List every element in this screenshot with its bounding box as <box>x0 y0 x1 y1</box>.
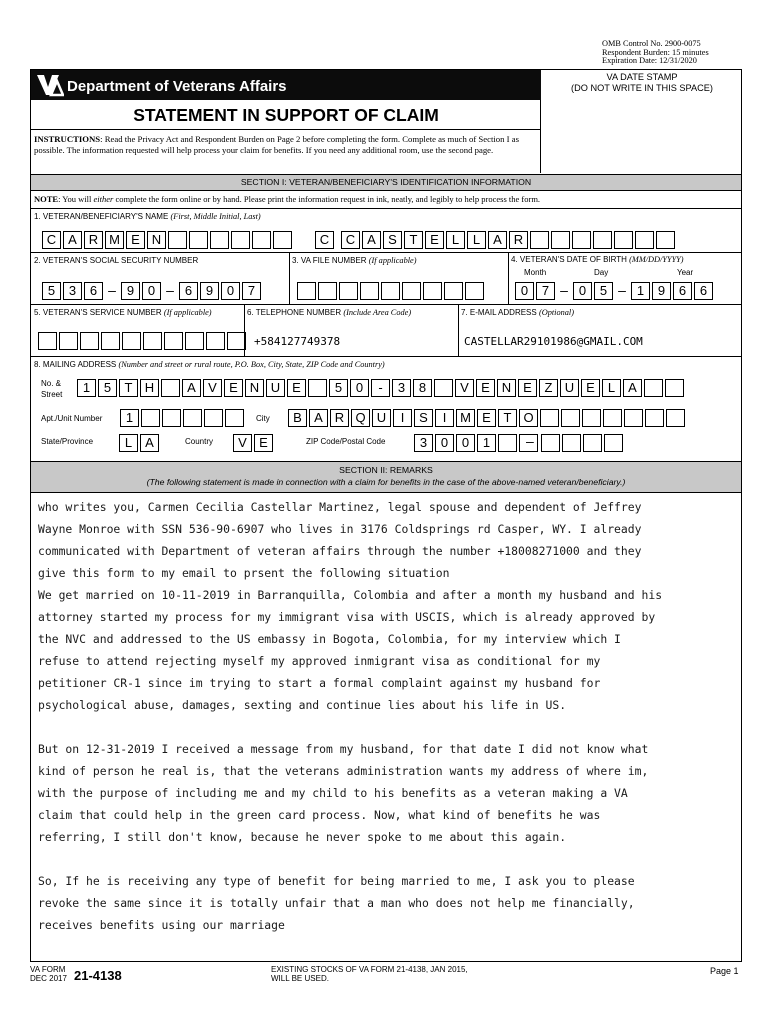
dob-label: 4. VETERAN'S DATE OF BIRTH (MM/DD/YYYY) <box>511 255 684 264</box>
zip-dash: – <box>526 433 534 449</box>
remarks-line: with the purpose of including me and my child to his benefits as a veteran making a VA <box>38 786 628 800</box>
section-1-note: NOTE: You will either complete the form online or by hand. Please print the information request in ink, neatly, and legibly to help process the form. <box>34 194 541 204</box>
char-box[interactable]: I <box>393 409 412 427</box>
char-box[interactable] <box>360 282 379 300</box>
char-box[interactable] <box>183 409 202 427</box>
char-box[interactable]: T <box>119 379 138 397</box>
remarks-line: So, If he is receiving any type of benefit for being married to me, I ask you to please <box>38 874 635 888</box>
char-box[interactable] <box>498 434 517 452</box>
char-box[interactable] <box>656 231 675 249</box>
char-box[interactable]: E <box>126 231 145 249</box>
char-box[interactable] <box>231 231 250 249</box>
footer-form-id <box>30 965 67 983</box>
country-field[interactable] <box>233 434 275 452</box>
char-box[interactable]: A <box>488 231 507 249</box>
remarks-line: psychological abuse, damages, sexting and continue lies about his life in US. <box>38 698 567 712</box>
instructions <box>34 134 536 155</box>
char-box[interactable] <box>614 231 633 249</box>
char-box[interactable]: 3 <box>392 379 411 397</box>
char-box[interactable]: U <box>266 379 285 397</box>
remarks-line: Wayne Monroe with SSN 536-90-6907 who lives in 3176 Coldsprings rd Casper, WY. I already <box>38 522 642 536</box>
char-box[interactable]: E <box>287 379 306 397</box>
char-box[interactable]: A <box>362 231 381 249</box>
char-box[interactable]: C <box>42 231 61 249</box>
char-box[interactable]: 0 <box>515 282 534 300</box>
char-box[interactable]: L <box>119 434 138 452</box>
state-field[interactable] <box>119 434 161 452</box>
city-label: City <box>256 414 270 423</box>
divider <box>31 304 741 305</box>
dob-year-label: Year <box>677 268 694 277</box>
apt-unit-field[interactable] <box>120 409 246 427</box>
zip-extension-field[interactable] <box>541 434 625 452</box>
char-box[interactable]: C <box>315 231 334 249</box>
char-box[interactable]: 5 <box>594 282 613 300</box>
char-box[interactable] <box>562 434 581 452</box>
remarks-line: claim that could help in the green card process. Now, what kind of benefits he was <box>38 808 601 822</box>
char-box[interactable]: E <box>425 231 444 249</box>
remarks-line: petitioner CR-1 since im trying to start a formal complaint against my husband for <box>38 676 601 690</box>
char-box[interactable]: 5 <box>98 379 117 397</box>
service-number-label: 5. VETERAN'S SERVICE NUMBER (If applicable) <box>34 308 212 317</box>
char-box[interactable]: 0 <box>573 282 592 300</box>
remarks-line: who writes you, Carmen Cecilia Castellar Martinez, legal spouse and dependent of Jeffrey <box>38 500 642 514</box>
char-box[interactable]: I <box>435 409 454 427</box>
remarks-line: communicated with Department of veteran affairs through the number +18008271000 and they <box>38 544 642 558</box>
remarks-text[interactable] <box>38 496 738 936</box>
char-box[interactable] <box>402 282 421 300</box>
section-1-header: SECTION I: VETERAN/BENEFICIARY'S IDENTIFICATION INFORMATION <box>31 174 741 191</box>
char-box[interactable]: V <box>455 379 474 397</box>
char-box[interactable]: R <box>509 231 528 249</box>
char-box[interactable]: 8 <box>413 379 432 397</box>
char-box[interactable]: L <box>467 231 486 249</box>
char-box[interactable]: 5 <box>42 282 61 300</box>
department-name: Department of Veterans Affairs <box>67 78 287 95</box>
char-box[interactable] <box>444 282 463 300</box>
divider <box>458 304 459 356</box>
char-box[interactable]: 1 <box>77 379 96 397</box>
char-box[interactable]: H <box>140 379 159 397</box>
divider <box>31 356 741 357</box>
char-box[interactable] <box>465 282 484 300</box>
expiration-date: Expiration Date: 12/31/2020 <box>602 56 697 66</box>
char-box[interactable]: S <box>383 231 402 249</box>
remarks-line <box>38 848 738 870</box>
char-box[interactable]: V <box>233 434 252 452</box>
divider <box>31 252 741 253</box>
footer-va-form: VA FORM <box>30 965 66 974</box>
char-box[interactable] <box>603 409 622 427</box>
name-label: 1. VETERAN/BENEFICIARY'S NAME (First, Middle Initial, Last) <box>34 212 261 221</box>
separator-dash: – <box>166 282 174 298</box>
remarks-line: receives benefits using our marriage <box>38 918 285 932</box>
char-box[interactable]: 1 <box>477 434 496 452</box>
section-2-header <box>31 461 741 493</box>
first-name-field[interactable] <box>42 231 294 249</box>
char-box[interactable]: U <box>372 409 391 427</box>
footer-stock-note: EXISTING STOCKS OF VA FORM 21-4138, JAN 2015, WILL BE USED. <box>271 965 468 983</box>
char-box[interactable] <box>434 379 453 397</box>
remarks-line: the NVC and addressed to the US embassy in Bogota, Colombia, for my interview which I <box>38 632 621 646</box>
char-box[interactable]: - <box>371 379 390 397</box>
divider <box>289 252 290 304</box>
char-box[interactable]: E <box>224 379 243 397</box>
char-box[interactable]: E <box>477 409 496 427</box>
phone-label: 6. TELEPHONE NUMBER (Include Area Code) <box>247 308 412 317</box>
street-label: No. & Street <box>41 379 63 399</box>
char-box[interactable]: O <box>519 409 538 427</box>
mailing-address-label: 8. MAILING ADDRESS (Number and street or rural route, P.O. Box, City, State, ZIP Code and Country) <box>34 360 385 369</box>
char-box[interactable]: A <box>182 379 201 397</box>
char-box[interactable] <box>297 282 316 300</box>
char-box[interactable]: A <box>309 409 328 427</box>
city-field[interactable] <box>288 409 687 427</box>
stamp-title: VA DATE STAMP <box>606 72 678 82</box>
separator-dash: – <box>108 282 116 298</box>
remarks-line <box>38 716 738 738</box>
char-box[interactable] <box>624 409 643 427</box>
char-box[interactable] <box>423 282 442 300</box>
char-box[interactable] <box>225 409 244 427</box>
char-box[interactable] <box>381 282 400 300</box>
char-box[interactable]: 1 <box>631 282 650 300</box>
char-box[interactable] <box>189 231 208 249</box>
ssn-label: 2. VETERAN'S SOCIAL SECURITY NUMBER <box>34 256 199 265</box>
char-box[interactable] <box>308 379 327 397</box>
divider <box>31 208 741 209</box>
char-box[interactable] <box>604 434 623 452</box>
char-box[interactable]: E <box>476 379 495 397</box>
char-box[interactable]: N <box>497 379 516 397</box>
char-box[interactable] <box>122 332 141 350</box>
divider <box>508 252 509 304</box>
char-box[interactable]: 6 <box>673 282 692 300</box>
char-box[interactable]: R <box>330 409 349 427</box>
char-box[interactable]: V <box>203 379 222 397</box>
char-box[interactable]: A <box>623 379 642 397</box>
char-box[interactable]: 6 <box>694 282 713 300</box>
char-box[interactable]: 3 <box>63 282 82 300</box>
char-box[interactable]: 0 <box>456 434 475 452</box>
remarks-line: kind of person he real is, that the veterans administration wants my address of where im, <box>38 764 649 778</box>
remarks-line: We get married on 10-11-2019 in Barranquilla, Colombia and after a month my husband and his <box>38 588 663 602</box>
char-box[interactable] <box>204 409 223 427</box>
remarks-line: revoke the same since it is totally unfair that a man who does not help me financially, <box>38 896 635 910</box>
char-box[interactable] <box>206 332 225 350</box>
char-box[interactable] <box>635 231 654 249</box>
instructions-lead: INSTRUCTIONS <box>34 134 101 144</box>
footer-form-number: 21-4138 <box>74 968 122 983</box>
char-box[interactable]: B <box>288 409 307 427</box>
va-seal-icon <box>36 72 64 98</box>
remarks-line: attorney started my process for my immigrant visa with USCIS, which is already approved by <box>38 610 656 624</box>
char-box[interactable]: Q <box>351 409 370 427</box>
char-box[interactable]: E <box>254 434 273 452</box>
char-box[interactable] <box>227 332 246 350</box>
dob-month-label: Month <box>524 268 547 277</box>
char-box[interactable]: 9 <box>200 282 219 300</box>
char-box[interactable] <box>210 231 229 249</box>
zip-label: ZIP Code/Postal Code <box>306 437 386 446</box>
char-box[interactable] <box>665 379 684 397</box>
char-box[interactable]: R <box>84 231 103 249</box>
char-box[interactable]: 0 <box>350 379 369 397</box>
char-box[interactable] <box>168 231 187 249</box>
char-box[interactable] <box>572 231 591 249</box>
char-box[interactable] <box>666 409 685 427</box>
char-box[interactable]: E <box>581 379 600 397</box>
char-box[interactable] <box>582 409 601 427</box>
street-address-field[interactable] <box>77 379 686 397</box>
char-box[interactable]: L <box>602 379 621 397</box>
email-label: 7. E-MAIL ADDRESS (Optional) <box>461 308 574 317</box>
remarks-line: give this form to my email to prsent the following situation <box>38 566 450 580</box>
footer-date: DEC 2017 <box>30 974 67 983</box>
remarks-line: refuse to attend rejecting myself my approved inmigrant visa as conditional for my <box>38 654 601 668</box>
date-of-birth-field[interactable] <box>515 282 715 300</box>
separator-dash: – <box>618 282 626 298</box>
char-box[interactable] <box>162 409 181 427</box>
char-box[interactable]: 1 <box>120 409 139 427</box>
section-2-subtitle: (The following statement is made in connection with a claim for benefits in the case of the above-named veteran/beneficiary.) <box>146 477 626 487</box>
char-box[interactable] <box>185 332 204 350</box>
last-name-field[interactable] <box>341 231 677 249</box>
phone-field[interactable]: +584127749378 <box>254 335 341 348</box>
char-box[interactable]: A <box>63 231 82 249</box>
service-number-field[interactable] <box>38 332 248 350</box>
country-label: Country <box>185 437 214 446</box>
stamp-note: (DO NOT WRITE IN THIS SPACE) <box>571 83 713 93</box>
va-file-number-field[interactable] <box>297 282 486 300</box>
char-box[interactable] <box>273 231 292 249</box>
zip-code-field[interactable] <box>414 434 540 452</box>
char-box[interactable]: 6 <box>84 282 103 300</box>
char-box[interactable] <box>593 231 612 249</box>
char-box[interactable] <box>561 409 580 427</box>
omb-control-number: OMB Control No. 2900-0075 <box>602 39 701 48</box>
char-box[interactable] <box>101 332 120 350</box>
char-box[interactable]: S <box>414 409 433 427</box>
char-box[interactable]: 7 <box>536 282 555 300</box>
char-box[interactable]: 5 <box>329 379 348 397</box>
separator-dash: – <box>560 282 568 298</box>
state-label: State/Province <box>41 437 94 446</box>
char-box[interactable] <box>644 379 663 397</box>
char-box[interactable] <box>540 409 559 427</box>
char-box[interactable] <box>551 231 570 249</box>
char-box[interactable] <box>541 434 560 452</box>
middle-initial-field[interactable] <box>315 231 336 249</box>
form-title: STATEMENT IN SUPPORT OF CLAIM <box>31 100 541 130</box>
char-box[interactable]: A <box>140 434 159 452</box>
section-2-title: SECTION II: REMARKS <box>339 465 433 475</box>
char-box[interactable]: 0 <box>435 434 454 452</box>
char-box[interactable] <box>141 409 160 427</box>
va-file-label: 3. VA FILE NUMBER (If applicable) <box>292 256 417 265</box>
char-box[interactable]: N <box>245 379 264 397</box>
char-box[interactable] <box>339 282 358 300</box>
remarks-line: But on 12-31-2019 I received a message from my husband, for that date I did not know what <box>38 742 649 756</box>
char-box[interactable]: L <box>446 231 465 249</box>
email-field[interactable]: CASTELLAR29101986@GMAIL.COM <box>464 335 643 348</box>
va-date-stamp-area <box>545 72 739 94</box>
remarks-line: referring, I still don't know, because he never spoke to me about this again. <box>38 830 567 844</box>
apt-label: Apt./Unit Number <box>41 414 103 423</box>
char-box[interactable]: T <box>498 409 517 427</box>
char-box[interactable] <box>252 231 271 249</box>
char-box[interactable] <box>583 434 602 452</box>
char-box[interactable] <box>80 332 99 350</box>
char-box[interactable]: 9 <box>121 282 140 300</box>
footer-page-number: Page 1 <box>710 966 739 976</box>
char-box[interactable]: 6 <box>179 282 198 300</box>
char-box[interactable]: E <box>518 379 537 397</box>
char-box[interactable]: M <box>456 409 475 427</box>
char-box[interactable]: 0 <box>221 282 240 300</box>
char-box[interactable]: Z <box>539 379 558 397</box>
instructions-text: : Read the Privacy Act and Respondent Burden on Page 2 before completing the form. Complete as much of Section I as possible. The information requested will help process your claim for benefits. If you need any additional room, use the second page. <box>34 134 519 155</box>
char-box[interactable] <box>161 379 180 397</box>
char-box[interactable]: 9 <box>652 282 671 300</box>
char-box[interactable] <box>318 282 337 300</box>
omb-info <box>602 40 709 66</box>
dob-day-label: Day <box>594 268 609 277</box>
char-box[interactable]: 3 <box>414 434 433 452</box>
char-box[interactable]: 7 <box>242 282 261 300</box>
char-box[interactable]: T <box>404 231 423 249</box>
char-box[interactable] <box>143 332 162 350</box>
char-box[interactable] <box>645 409 664 427</box>
char-box[interactable]: N <box>147 231 166 249</box>
char-box[interactable]: 0 <box>142 282 161 300</box>
char-box[interactable] <box>59 332 78 350</box>
char-box[interactable]: U <box>560 379 579 397</box>
respondent-burden: Respondent Burden: 15 minutes <box>602 47 709 57</box>
char-box[interactable] <box>530 231 549 249</box>
char-box[interactable]: M <box>105 231 124 249</box>
char-box[interactable]: C <box>341 231 360 249</box>
char-box[interactable] <box>164 332 183 350</box>
char-box[interactable] <box>38 332 57 350</box>
ssn-field[interactable] <box>42 282 263 300</box>
